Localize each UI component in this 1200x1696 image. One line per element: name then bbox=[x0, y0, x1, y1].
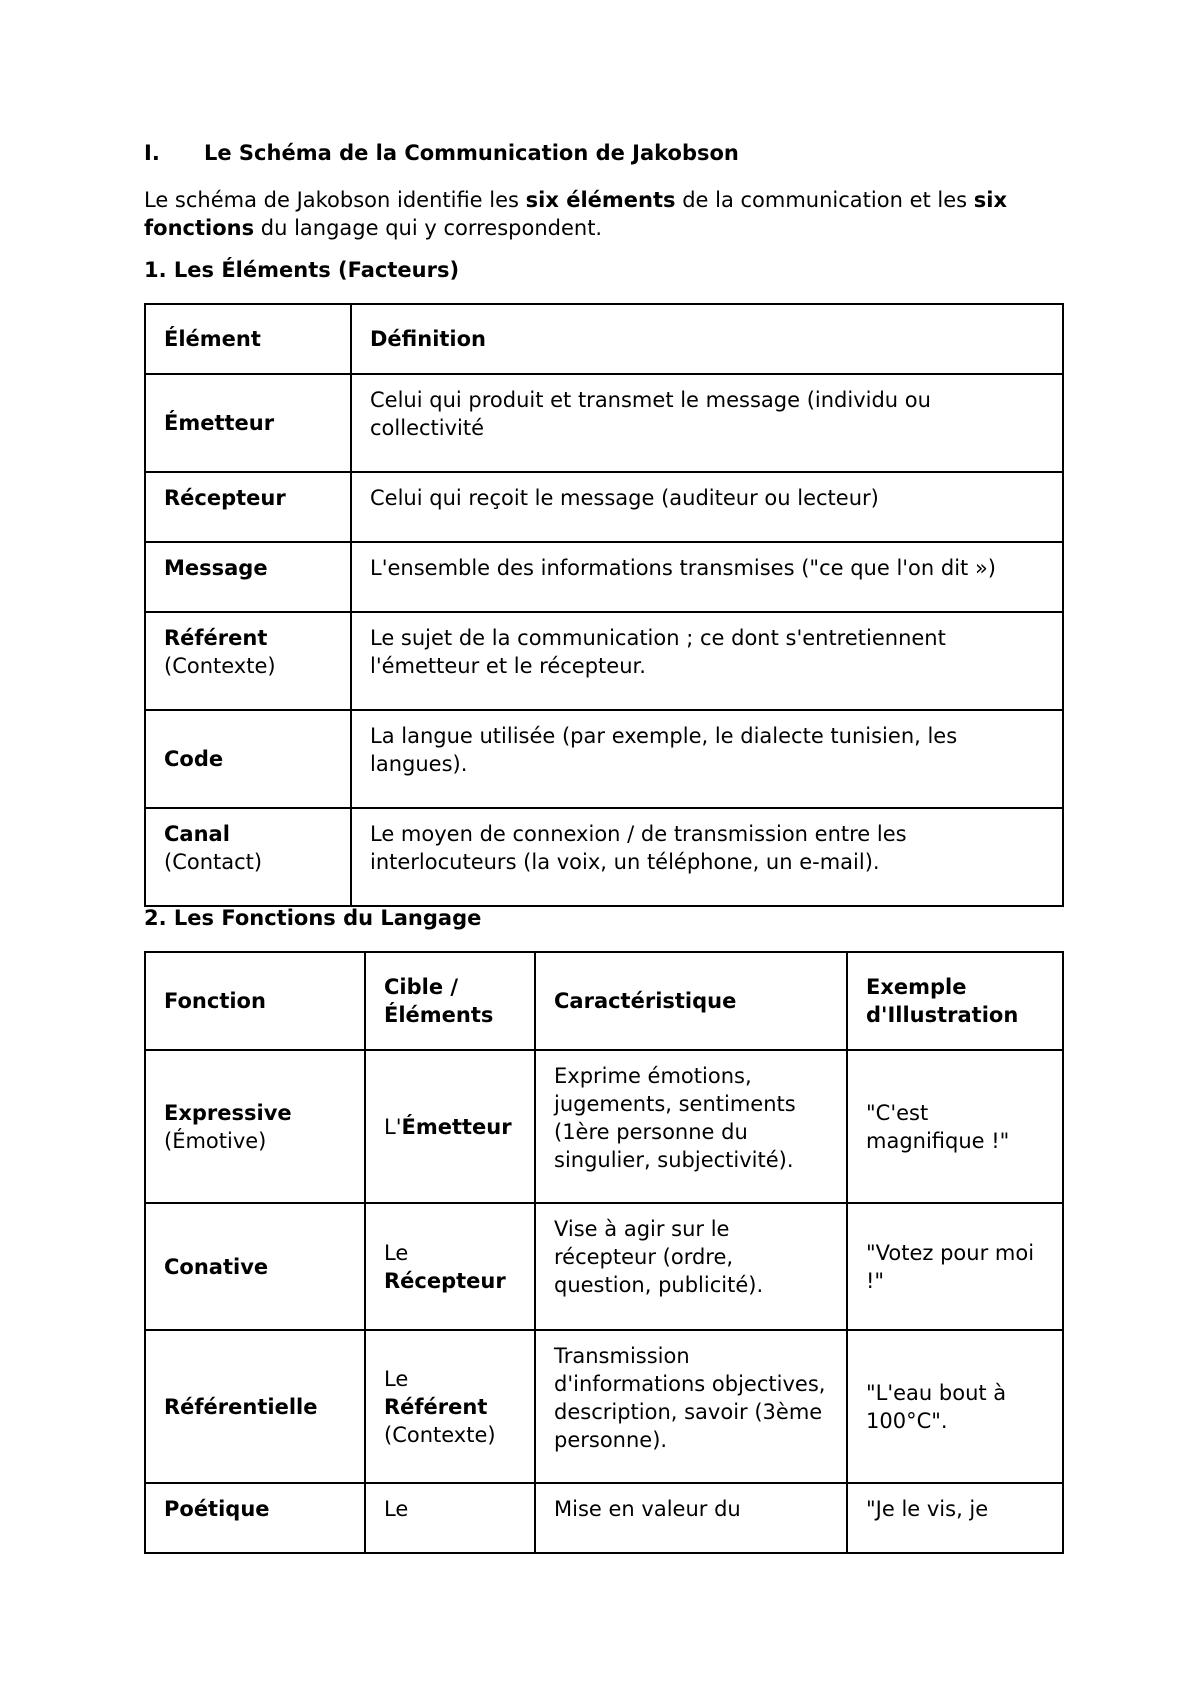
header-cell bbox=[145, 304, 351, 374]
target-prefix: Le bbox=[384, 1240, 409, 1265]
function-name: Expressive bbox=[164, 1100, 292, 1125]
header-function: Fonction bbox=[164, 989, 266, 1013]
element-subname: (Contexte) bbox=[164, 654, 276, 678]
target-cell bbox=[365, 1050, 535, 1203]
function-cell bbox=[145, 1330, 365, 1483]
target-prefix: Le bbox=[384, 1497, 409, 1521]
element-name: Canal bbox=[164, 822, 230, 846]
header-cell bbox=[145, 952, 365, 1050]
header-cell bbox=[535, 952, 847, 1050]
table-row bbox=[145, 542, 1063, 612]
element-cell bbox=[145, 808, 351, 906]
target-name: Émetteur bbox=[401, 1114, 512, 1139]
header-element: Élément bbox=[164, 327, 261, 351]
header-cell bbox=[847, 952, 1063, 1050]
element-cell bbox=[145, 374, 351, 472]
header-example: Exemple d'Illustration bbox=[866, 975, 1019, 1027]
table-row bbox=[145, 1203, 1063, 1330]
characteristic-cell: Vise à agir sur le récepteur (ordre, question, publicité). bbox=[535, 1203, 847, 1330]
definition-cell: L'ensemble des informations transmises ("ce que l'on dit ») bbox=[351, 542, 1063, 612]
header-cell bbox=[365, 952, 535, 1050]
function-cell bbox=[145, 1050, 365, 1203]
table-row bbox=[145, 1330, 1063, 1483]
example-cell: "L'eau bout à 100°C". bbox=[847, 1330, 1063, 1483]
header-target: Cible / Éléments bbox=[384, 975, 494, 1027]
element-cell bbox=[145, 710, 351, 808]
intro-bold-1: six éléments bbox=[525, 188, 676, 212]
table-row bbox=[145, 374, 1063, 472]
definition-cell: La langue utilisée (par exemple, le dialecte tunisien, les langues). bbox=[351, 710, 1063, 808]
function-cell bbox=[145, 1203, 365, 1330]
element-cell bbox=[145, 612, 351, 710]
example-cell: "Votez pour moi !" bbox=[847, 1203, 1063, 1330]
example-cell: "Je le vis, je bbox=[847, 1483, 1063, 1553]
section-heading bbox=[144, 141, 739, 165]
target-suffix: (Contexte) bbox=[384, 1422, 496, 1447]
intro-paragraph bbox=[144, 186, 1062, 242]
target-prefix: Le bbox=[384, 1366, 409, 1391]
function-name: Conative bbox=[164, 1254, 269, 1279]
element-cell bbox=[145, 542, 351, 612]
table-row bbox=[145, 472, 1063, 542]
function-name: Référentielle bbox=[164, 1394, 318, 1419]
subsection-title-functions: 2. Les Fonctions du Langage bbox=[144, 906, 482, 930]
header-definition: Définition bbox=[370, 327, 487, 351]
characteristic-cell: Mise en valeur du bbox=[535, 1483, 847, 1553]
target-name: Référent bbox=[384, 1394, 488, 1419]
target-cell bbox=[365, 1330, 535, 1483]
definition-cell: Celui qui reçoit le message (auditeur ou lecteur) bbox=[351, 472, 1063, 542]
characteristic-cell: Transmission d'informations objectives, description, savoir (3ème personne). bbox=[535, 1330, 847, 1483]
heading-title: Le Schéma de la Communication de Jakobson bbox=[204, 141, 739, 165]
element-name: Code bbox=[164, 747, 224, 771]
definition-cell: Celui qui produit et transmet le message (individu ou collectivité bbox=[351, 374, 1063, 472]
element-subname: (Contact) bbox=[164, 850, 263, 874]
subsection-title-elements: 1. Les Éléments (Facteurs) bbox=[144, 258, 460, 282]
table-row bbox=[145, 1050, 1063, 1203]
element-name: Récepteur bbox=[164, 486, 286, 510]
intro-text-2: de la communication et les bbox=[675, 188, 974, 212]
function-name: Poétique bbox=[164, 1497, 270, 1521]
characteristic-cell: Exprime émotions, jugements, sentiments (1ère personne du singulier, subjectivité). bbox=[535, 1050, 847, 1203]
table-row bbox=[145, 710, 1063, 808]
definition-cell: Le sujet de la communication ; ce dont s'entretiennent l'émetteur et le récepteur. bbox=[351, 612, 1063, 710]
target-prefix: L' bbox=[384, 1114, 402, 1139]
element-name: Émetteur bbox=[164, 411, 275, 435]
header-cell bbox=[351, 304, 1063, 374]
table-row bbox=[145, 808, 1063, 906]
intro-text-1: Le schéma de Jakobson identifie les bbox=[144, 188, 526, 212]
example-cell: "C'est magnifique !" bbox=[847, 1050, 1063, 1203]
element-cell bbox=[145, 472, 351, 542]
target-cell bbox=[365, 1483, 535, 1553]
table-row bbox=[145, 1483, 1063, 1553]
table-header-row bbox=[145, 304, 1063, 374]
intro-text-3: du langage qui y correspondent. bbox=[254, 216, 603, 240]
target-cell bbox=[365, 1203, 535, 1330]
table-header-row bbox=[145, 952, 1063, 1050]
table-row bbox=[145, 612, 1063, 710]
heading-number: I. bbox=[144, 141, 160, 165]
intro-bold-2: six fonctions bbox=[144, 188, 1008, 240]
function-cell bbox=[145, 1483, 365, 1553]
function-subname: (Émotive) bbox=[164, 1128, 267, 1153]
element-name: Référent bbox=[164, 626, 268, 650]
elements-table bbox=[144, 303, 1064, 907]
definition-cell: Le moyen de connexion / de transmission entre les interlocuteurs (la voix, un téléphone, un e-mail). bbox=[351, 808, 1063, 906]
target-name: Récepteur bbox=[384, 1268, 506, 1293]
header-characteristic: Caractéristique bbox=[554, 989, 737, 1013]
functions-table bbox=[144, 951, 1064, 1554]
element-name: Message bbox=[164, 556, 268, 580]
